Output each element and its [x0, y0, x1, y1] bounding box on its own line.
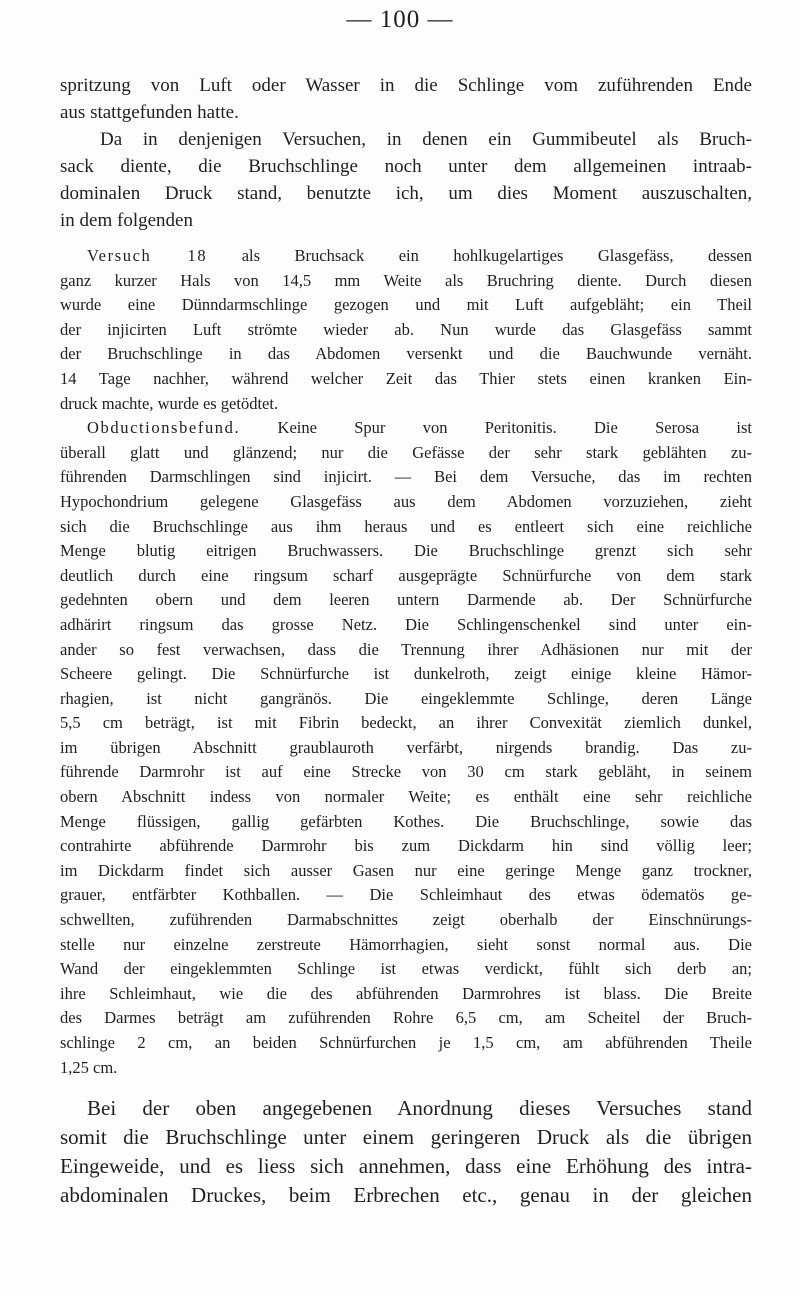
findings-first-line — [60, 416, 752, 441]
text-line: Menge flüssigen, gallig gefärbten Kothes. Die Bruchschlinge, sowie das — [60, 811, 752, 831]
text-line: druck machte, wurde es getödtet. — [60, 393, 279, 413]
text-line: obern Abschnitt indess von normaler Weite; es enthält eine sehr reichliche — [60, 787, 752, 807]
text-line: schwellten, zuführenden Darmabschnittes zeigt oberhalb der Einschnürungs- — [60, 910, 752, 930]
experiment-first-line — [60, 244, 752, 269]
text-line: sack diente, die Bruchschlinge noch unter dem allgemeinen intraab- — [60, 156, 752, 177]
text-line: im Dickdarm findet sich ausser Gasen nur eine geringe Menge ganz trockner, — [60, 860, 752, 880]
text-line: 14 Tage nachher, während welcher Zeit das Thier stets einen kranken Ein- — [60, 368, 752, 388]
text-column — [60, 72, 752, 1210]
text-line: ganz kurzer Hals von 14,5 mm Weite als Bruchring diente. Durch diesen — [60, 270, 752, 290]
intro-paragraph — [60, 72, 752, 234]
text-line: Wand der eingeklemmten Schlinge ist etwas verdickt, fühlt sich derb an; — [60, 959, 752, 979]
text-line: contrahirte abführende Darmrohr bis zum Dickdarm hin sind völlig leer; — [60, 836, 752, 856]
text-line: somit die Bruchschlinge unter einem geringeren Druck als die übrigen — [60, 1125, 752, 1150]
text-line: aus stattgefunden hatte. — [60, 102, 239, 123]
text-line: Bei der oben angegebenen Anordnung dieses Versuches stand — [87, 1096, 752, 1121]
text-line: 1,25 cm. — [60, 1057, 118, 1077]
text-line: Scheere gelingt. Die Schnürfurche ist dunkelroth, zeigt einige kleine Hämor- — [60, 664, 752, 684]
text-line: Hypochondrium gelegene Glasgefäss aus dem Abdomen vorzuziehen, zieht — [60, 491, 752, 511]
text-line: ihre Schleimhaut, wie die des abführenden Darmrohres ist blass. Die Breite — [60, 983, 752, 1003]
text-line: im übrigen Abschnitt graublauroth verfärbt, nirgends brandig. Das zu- — [60, 737, 752, 757]
experiment-heading: Versuch 18 — [87, 246, 208, 265]
findings-first-line-text: Keine Spur von Peritonitis. Die Serosa ist — [277, 418, 752, 438]
text-line: stelle nur einzelne zerstreute Hämorrhagien, sieht sonst normal aus. Die — [60, 934, 752, 954]
text-line: dominalen Druck stand, benutzte ich, um dies Moment auszuschalten, — [60, 183, 752, 204]
text-line: wurde eine Dünndarmschlinge gezogen und mit Luft aufgebläht; ein Theil — [60, 295, 752, 315]
text-line: Eingeweide, und es liess sich annehmen, dass eine Erhöhung des intra- — [60, 1154, 752, 1179]
text-line: der Bruchschlinge in das Abdomen versenkt und die Bauchwunde vernäht. — [60, 344, 752, 364]
text-line: des Darmes beträgt am zuführenden Rohre 6,5 cm, am Scheitel der Bruch- — [60, 1008, 752, 1028]
text-line: der injicirten Luft strömte wieder ab. Nun wurde das Glasgefäss sammt — [60, 319, 752, 339]
text-line: schlinge 2 cm, an beiden Schnürfurchen je 1,5 cm, am abführenden Theile — [60, 1033, 752, 1052]
text-line: abdominalen Druckes, beim Erbrechen etc., genau in der gleichen — [60, 1183, 752, 1208]
text-line: überall glatt und glänzend; nur die Gefässe der sehr stark geblähten zu- — [60, 442, 752, 462]
text-line: Da in denjenigen Versuchen, in denen ein Gummibeutel als Bruch- — [100, 129, 752, 150]
text-line: 5,5 cm beträgt, ist mit Fibrin bedeckt, an ihrer Convexität ziemlich dunkel, — [60, 713, 752, 733]
experiment-first-line-text: als Bruchsack ein hohlkugelartiges Glasgefäss, dessen — [241, 246, 752, 265]
text-line: Menge blutig eitrigen Bruchwassers. Die Bruchschlinge grenzt sich sehr — [60, 541, 752, 561]
page-number: — 100 — — [346, 6, 454, 33]
text-line: rhagien, ist nicht gangränös. Die eingeklemmte Schlinge, deren Länge — [60, 688, 752, 708]
text-line: spritzung von Luft oder Wasser in die Schlinge vom zuführenden Ende — [60, 75, 752, 96]
text-line: sich die Bruchschlinge aus ihm heraus und es entleert sich eine reichliche — [60, 516, 752, 536]
text-line: grauer, entfärbter Kothballen. — Die Schleimhaut des etwas ödematös ge- — [60, 885, 752, 905]
text-line: deutlich durch eine ringsum scharf ausgeprägte Schnürfurche von dem stark — [60, 565, 752, 585]
text-line: adhärirt ringsum das grosse Netz. Die Schlingenschenkel sind unter ein- — [60, 614, 752, 634]
findings-heading: Obductionsbefund. — [87, 418, 241, 438]
findings-paragraph — [60, 416, 752, 1080]
text-line: führende Darmrohr ist auf eine Strecke von 30 cm stark gebläht, in seinem — [60, 762, 752, 782]
text-line: ander so fest verwachsen, dass die Trennung ihrer Adhäsionen nur mit der — [60, 639, 752, 659]
conclusion-paragraph — [60, 1094, 752, 1210]
text-line: gedehnten obern und dem leeren untern Darmende ab. Der Schnürfurche — [60, 590, 752, 610]
text-line: führenden Darmschlingen sind injicirt. — Bei dem Versuche, das im rechten — [60, 467, 752, 487]
experiment-paragraph — [60, 244, 752, 416]
text-line: in dem folgenden — [60, 210, 193, 231]
